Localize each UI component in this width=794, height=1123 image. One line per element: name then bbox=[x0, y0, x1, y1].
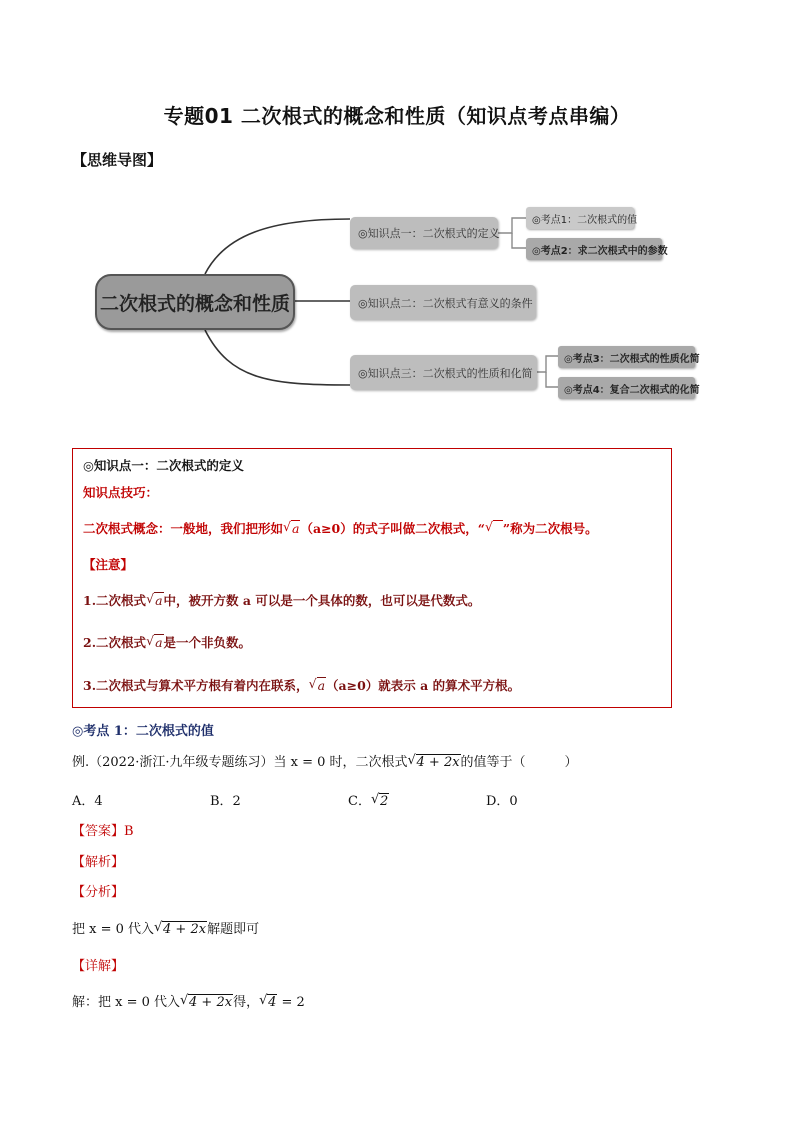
knowledge-tips-label: 知识点技巧： bbox=[83, 485, 159, 500]
connector-leaf-4 bbox=[546, 372, 558, 387]
connector-branch-3 bbox=[205, 330, 350, 385]
option-a: A．4 bbox=[72, 794, 103, 809]
option-c: C．√ 2 bbox=[348, 790, 389, 809]
fenxi-label: 【分析】 bbox=[72, 885, 125, 900]
connector-branch-1 bbox=[205, 219, 350, 274]
knowledge-heading: ◎知识点一：二次根式的定义 bbox=[83, 458, 244, 473]
fenxi-text: 把 x = 0 代入√ 4 + 2x解题即可 bbox=[72, 918, 259, 937]
option-d: D．0 bbox=[486, 794, 518, 809]
xiangjie-label: 【详解】 bbox=[72, 959, 125, 974]
mindmap-leaf-1: ◎考点1：二次根式的值 bbox=[526, 207, 634, 229]
option-b: B．2 bbox=[210, 794, 241, 809]
mindmap-leaf-2: ◎考点2：求二次根式中的参数 bbox=[526, 238, 662, 260]
mindmap-heading: 【思维导图】 bbox=[72, 151, 163, 169]
connector-leaf-2 bbox=[512, 233, 526, 248]
connector-leaf-1 bbox=[498, 218, 526, 233]
knowledge-note-label: 【注意】 bbox=[83, 557, 134, 572]
knowledge-note-2: 2.二次根式√ a是一个非负数。 bbox=[83, 633, 251, 651]
jiexi-label: 【解析】 bbox=[72, 855, 125, 870]
mindmap-branch-1: ◎知识点一：二次根式的定义 bbox=[350, 217, 498, 249]
mindmap-leaf-4: ◎考点4：复合二次根式的化简 bbox=[558, 377, 695, 399]
knowledge-concept: 二次根式概念：一般地，我们把形如√ a（a≥0）的式子叫做二次根式，“√ ”称为二次根号。 bbox=[83, 519, 598, 537]
kaodian1-heading: ◎考点 1：二次根式的值 bbox=[72, 724, 214, 739]
knowledge-note-1: 1.二次根式√ a中，被开方数 a 可以是一个具体的数，也可以是代数式。 bbox=[83, 591, 480, 609]
knowledge-box bbox=[72, 448, 672, 708]
page-title: 专题01 二次根式的概念和性质（知识点考点串编） bbox=[163, 104, 631, 128]
mindmap-branch-3: ◎知识点三：二次根式的性质和化简 bbox=[350, 355, 537, 390]
mindmap-root: 二次根式的概念和性质 bbox=[95, 274, 295, 330]
detail-text: 解：把 x = 0 代入√ 4 + 2x得，√ 4 = 2 bbox=[72, 991, 305, 1010]
example-question: 例.（2022·浙江·九年级专题练习）当 x = 0 时，二次根式√ 4 + 2x的值等于（ ） bbox=[72, 751, 578, 770]
mindmap-leaf-3: ◎考点3：二次根式的性质化简 bbox=[558, 346, 695, 368]
answer-line: 【答案】B bbox=[72, 824, 134, 839]
knowledge-note-3: 3.二次根式与算术平方根有着内在联系，√ a（a≥0）就表示 a 的算术平方根。 bbox=[83, 676, 520, 694]
connector-leaf-3 bbox=[537, 356, 558, 372]
mindmap-branch-2: ◎知识点二：二次根式有意义的条件 bbox=[350, 285, 536, 320]
